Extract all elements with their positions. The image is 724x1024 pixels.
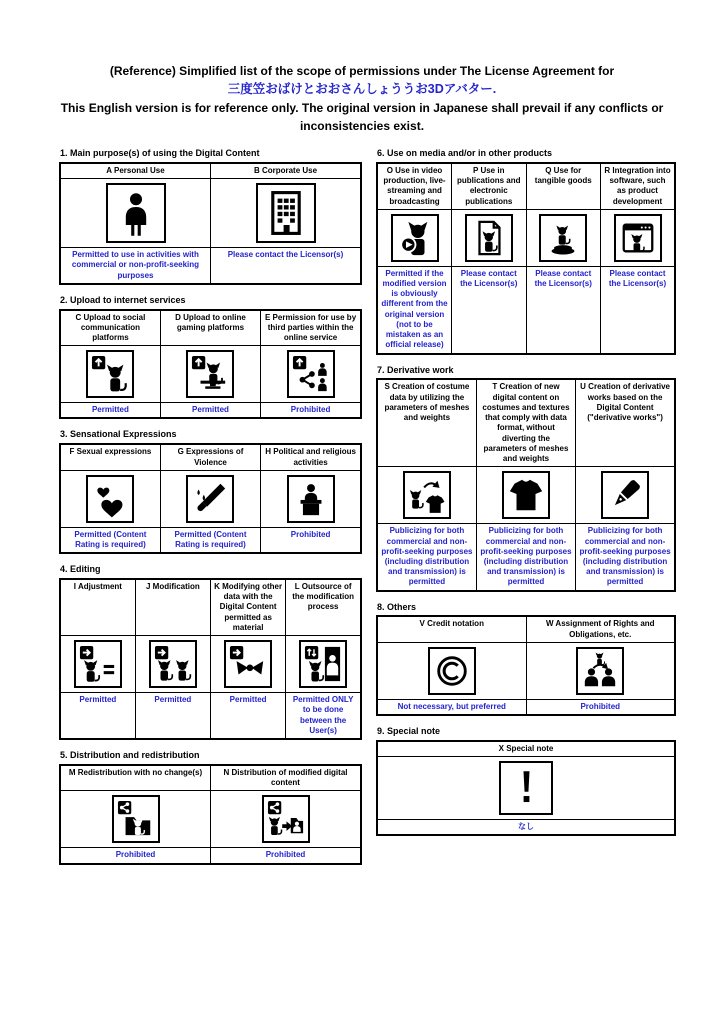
left-column — [59, 148, 362, 875]
section-4-table — [59, 578, 362, 740]
copyright-icon — [428, 647, 476, 695]
cell-result-u: Publicizing for both commercial and non-profit-seeking purposes (including distribution and transmission) is permitted — [576, 524, 675, 591]
cell-icon-p — [452, 209, 527, 266]
section-distribution — [59, 750, 362, 865]
title-product-name: 三度笠おばけとおおさんしょううお3Dアバター. — [227, 82, 497, 96]
cell-result-s: Publicizing for both commercial and non-profit-seeking purposes (including distribution and transmission) is permitted — [377, 524, 476, 591]
redistribution-folder-icon — [112, 795, 160, 843]
cell-header-t: T Creation of new digital content on costumes and textures that comply with data format, without diverting the parameters of meshes and weights — [476, 379, 575, 466]
outsource-icon — [299, 640, 347, 688]
cell-result-b: Please contact the Licensor(s) — [211, 248, 362, 284]
section-7-table — [376, 378, 676, 591]
cell-header-v: V Credit notation — [377, 616, 526, 642]
cell-icon-n — [211, 791, 362, 848]
cell-result-q: Please contact the Licensor(s) — [526, 266, 601, 353]
software-window-icon — [614, 214, 662, 262]
material-modification-icon — [224, 640, 272, 688]
cell-result-l: Permitted ONLY to be done between the User(s) — [286, 693, 361, 739]
cell-result-r: Please contact the Licensor(s) — [601, 266, 676, 353]
shirt-icon — [502, 471, 550, 519]
cell-result-a: Permitted to use in activities with commercial or non-profit-seeking purposes — [60, 248, 211, 284]
cell-icon-m — [60, 791, 211, 848]
cell-result-o: Permitted if the modified version is obviously different from the original version (not to be mistaken as an official release) — [377, 266, 452, 353]
section-heading: 7. Derivative work — [377, 364, 454, 375]
section-upload — [59, 295, 362, 420]
podium-speech-icon — [287, 475, 335, 523]
publication-icon — [465, 214, 513, 262]
section-heading: 4. Editing — [60, 564, 101, 575]
cell-result-t: Publicizing for both commercial and non-profit-seeking purposes (including distribution and transmission) is permitted — [476, 524, 575, 591]
cell-result-i: Permitted — [60, 693, 135, 739]
costume-recycle-icon — [403, 471, 451, 519]
cell-icon-k — [211, 636, 286, 693]
cell-icon-g — [160, 470, 260, 527]
cell-icon-x — [377, 757, 675, 820]
cell-header-q: Q Use for tangible goods — [526, 163, 601, 209]
title-disclaimer: This English version is for reference only. The original version in Japanese shall prevail if any conflicts or inconsistencies exist. — [60, 100, 664, 133]
cell-icon-q — [526, 209, 601, 266]
cell-header-e: E Permission for use by third parties within the online service — [261, 310, 361, 346]
cell-icon-t — [476, 467, 575, 524]
cell-icon-a — [60, 179, 211, 248]
cell-result-d: Permitted — [160, 403, 260, 419]
document-title — [56, 62, 668, 135]
section-heading: 3. Sensational Expressions — [60, 429, 177, 440]
cell-icon-h — [261, 470, 361, 527]
cell-header-x: X Special note — [377, 741, 675, 757]
corporate-building-icon — [256, 183, 316, 243]
cell-result-f: Permitted (Content Rating is required) — [60, 527, 160, 553]
cell-result-e: Prohibited — [261, 403, 361, 419]
cell-icon-b — [211, 179, 362, 248]
section-3-table — [59, 443, 362, 554]
cell-header-f: F Sexual expressions — [60, 444, 160, 470]
section-heading: 8. Others — [377, 601, 417, 612]
cell-result-n: Prohibited — [211, 848, 362, 864]
cell-icon-v — [377, 642, 526, 699]
cell-header-d: D Upload to online gaming platforms — [160, 310, 260, 346]
section-derivative — [376, 365, 676, 592]
right-column — [376, 148, 676, 846]
section-main-purpose — [59, 148, 362, 285]
section-sensational — [59, 429, 362, 554]
cell-result-m: Prohibited — [60, 848, 211, 864]
hearts-icon — [86, 475, 134, 523]
cell-icon-d — [160, 346, 260, 403]
cell-header-k: K Modifying other data with the Digital Content permitted as material — [211, 579, 286, 636]
cell-header-u: U Creation of derivative works based on the Digital Content ("derivative works") — [576, 379, 675, 466]
section-media-products — [376, 148, 676, 355]
cell-header-c: C Upload to social communication platforms — [60, 310, 160, 346]
cell-result-j: Permitted — [135, 693, 210, 739]
section-9-table — [376, 740, 676, 836]
cell-icon-e — [261, 346, 361, 403]
cell-header-j: J Modification — [135, 579, 210, 636]
cell-result-x: なし — [377, 820, 675, 836]
cell-icon-l — [286, 636, 361, 693]
adjustment-icon — [74, 640, 122, 688]
cell-result-p: Please contact the Licensor(s) — [452, 266, 527, 353]
section-5-table — [59, 764, 362, 865]
cell-header-r: R Integration into software, such as product development — [601, 163, 676, 209]
cell-header-a: A Personal Use — [60, 163, 211, 179]
video-play-icon — [391, 214, 439, 262]
cell-result-g: Permitted (Content Rating is required) — [160, 527, 260, 553]
cell-header-i: I Adjustment — [60, 579, 135, 636]
section-special-note — [376, 726, 676, 836]
section-others — [376, 602, 676, 717]
third-party-use-icon — [287, 350, 335, 398]
section-heading: 9. Special note — [377, 726, 441, 737]
exclamation-icon — [499, 761, 553, 815]
cell-icon-s — [377, 467, 476, 524]
cell-result-h: Prohibited — [261, 527, 361, 553]
section-heading: 1. Main purpose(s) of using the Digital Content — [60, 148, 260, 158]
cell-icon-i — [60, 636, 135, 693]
cell-result-v: Not necessary, but preferred — [377, 699, 526, 715]
cell-icon-j — [135, 636, 210, 693]
section-8-table — [376, 615, 676, 716]
title-line-1: (Reference) Simplified list of the scope of permissions under The License Agreement for — [109, 64, 615, 78]
section-2-table — [59, 309, 362, 420]
cell-header-l: L Outsource of the modification process — [286, 579, 361, 636]
cell-icon-f — [60, 470, 160, 527]
cell-header-g: G Expressions of Violence — [160, 444, 260, 470]
modification-icon — [149, 640, 197, 688]
person-icon — [106, 183, 166, 243]
cell-icon-r — [601, 209, 676, 266]
upload-gaming-icon — [186, 350, 234, 398]
cell-header-b: B Corporate Use — [211, 163, 362, 179]
cell-header-o: O Use in video production, live-streaming and broadcasting — [377, 163, 452, 209]
section-heading: 5. Distribution and redistribution — [60, 750, 200, 761]
rights-assignment-icon — [576, 647, 624, 695]
section-heading: 2. Upload to internet services — [60, 294, 186, 305]
figurine-icon — [539, 214, 587, 262]
cell-header-p: P Use in publications and electronic publications — [452, 163, 527, 209]
cell-header-s: S Creation of costume data by utilizing the parameters of meshes and weights — [377, 379, 476, 466]
knife-icon — [186, 475, 234, 523]
cell-header-m: M Redistribution with no change(s) — [60, 765, 211, 791]
cell-icon-c — [60, 346, 160, 403]
section-1-table — [59, 162, 362, 285]
cell-header-w: W Assignment of Rights and Obligations, etc. — [526, 616, 675, 642]
cell-result-c: Permitted — [60, 403, 160, 419]
cell-header-n: N Distribution of modified digital content — [211, 765, 362, 791]
section-6-table — [376, 162, 676, 355]
section-editing — [59, 564, 362, 740]
section-heading: 6. Use on media and/or in other products — [377, 148, 553, 158]
modified-distribution-icon — [262, 795, 310, 843]
cell-result-k: Permitted — [211, 693, 286, 739]
cell-header-h: H Political and religious activities — [261, 444, 361, 470]
cell-icon-u — [576, 467, 675, 524]
cell-icon-w — [526, 642, 675, 699]
upload-social-icon — [86, 350, 134, 398]
pen-icon — [601, 471, 649, 519]
cell-icon-o — [377, 209, 452, 266]
cell-result-w: Prohibited — [526, 699, 675, 715]
